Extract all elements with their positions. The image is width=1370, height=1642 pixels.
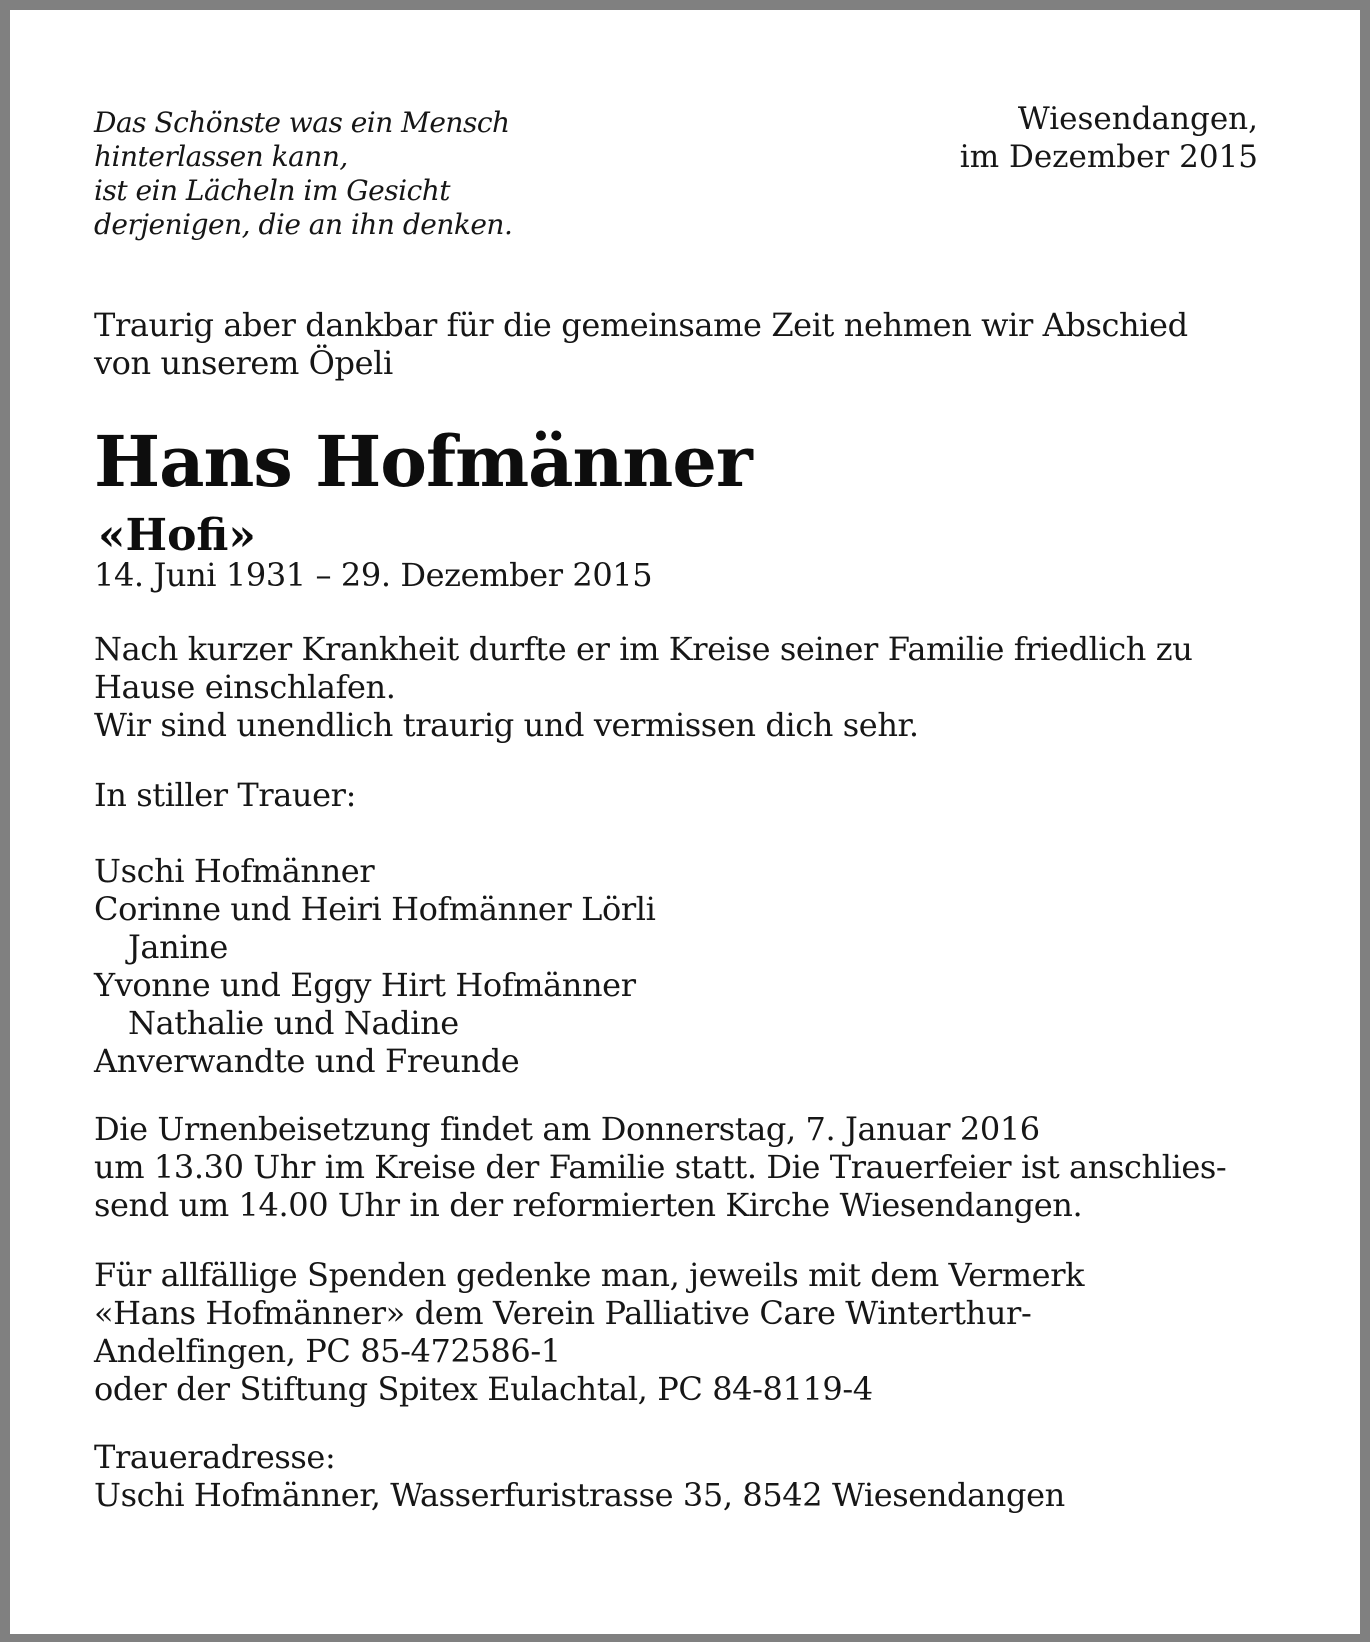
mourner-entry: Uschi Hofmänner (94, 852, 375, 890)
memorial-quote (94, 106, 512, 242)
deceased-nickname: «Hofi» (98, 510, 256, 561)
date-line: im Dezember 2015 (959, 139, 1258, 175)
address-heading: Traueradresse: (94, 1438, 336, 1476)
mourner-entry: Anverwandte und Freunde (94, 1042, 520, 1080)
donations-line: «Hans Hofmänner» dem Verein Palliative Care Winterthur- (94, 1294, 1032, 1332)
message-text (94, 630, 1192, 744)
quote-line: ist ein Lächeln im Gesicht (94, 174, 451, 207)
mourners-heading: In stiller Trauer: (94, 776, 356, 814)
donations-line: Andelfingen, PC 85-472586-1 (94, 1332, 561, 1370)
mourner-entry: Yvonne und Eggy Hirt Hofmänner (94, 966, 636, 1004)
address-line: Uschi Hofmänner, Wasserfuristrasse 35, 8542 Wiesendangen (94, 1476, 1065, 1514)
quote-line: Das Schönste was ein Mensch (94, 106, 510, 139)
life-dates-line: 14. Juni 1931 – 29. Dezember 2015 (94, 556, 653, 594)
ceremony-line: Die Urnenbeisetzung findet am Donnerstag, 7. Januar 2016 (94, 1110, 1040, 1148)
intro-text (94, 306, 1188, 382)
ceremony-line: send um 14.00 Uhr in der reformierten Kirche Wiesendangen. (94, 1186, 1083, 1224)
donations-line: Für allfällige Spenden gedenke man, jeweils mit dem Vermerk (94, 1256, 1085, 1294)
place-and-date (960, 100, 1258, 176)
mourners-list (94, 852, 655, 1080)
quote-line: derjenigen, die an ihn denken. (94, 208, 513, 241)
donations-line: oder der Stiftung Spitex Eulachtal, PC 84-8119-4 (94, 1370, 873, 1408)
life-dates (94, 556, 652, 594)
quote-line: hinterlassen kann, (94, 140, 348, 173)
mourner-entry: Janine (128, 928, 228, 966)
place-line: Wiesendangen, (1017, 101, 1258, 137)
donations-text (94, 1256, 1084, 1408)
intro-line: von unserem Öpeli (94, 344, 393, 382)
mourner-entry: Nathalie und Nadine (128, 1004, 459, 1042)
message-line: Hause einschlafen. (94, 668, 396, 706)
address-block (94, 1438, 1065, 1514)
intro-line: Traurig aber dankbar für die gemeinsame Zeit nehmen wir Abschied (94, 306, 1188, 344)
message-line: Wir sind unendlich traurig und vermissen dich sehr. (94, 706, 919, 744)
deceased-name: Hans Hofmänner (94, 420, 752, 503)
ceremony-text (94, 1110, 1226, 1224)
ceremony-line: um 13.30 Uhr im Kreise der Familie statt. Die Trauerfeier ist anschlies- (94, 1148, 1227, 1186)
mourner-entry: Corinne und Heiri Hofmänner Lörli (94, 890, 656, 928)
message-line: Nach kurzer Krankheit durfte er im Kreise seiner Familie friedlich zu (94, 630, 1193, 668)
